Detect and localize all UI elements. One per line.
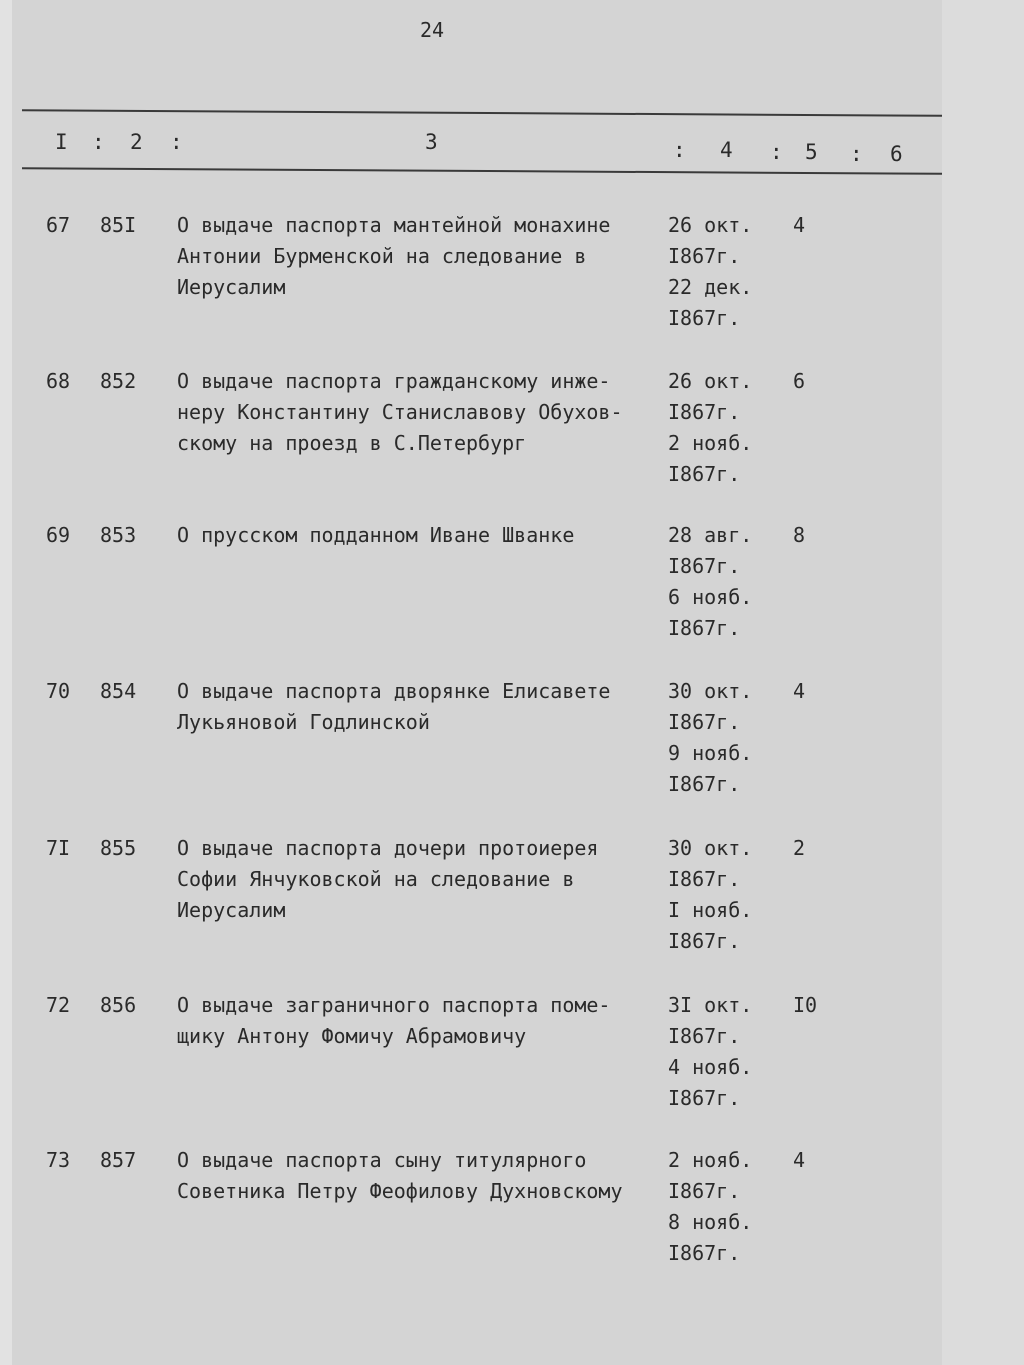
item-dates <box>668 676 752 800</box>
header-sep: : <box>770 140 783 164</box>
date-line: 26 окт. <box>668 369 753 393</box>
item-title <box>177 676 657 738</box>
title-line: Иерусалим <box>177 898 286 922</box>
item-title <box>177 990 657 1052</box>
date-line: I867г. <box>668 1024 741 1048</box>
date-line: I867г. <box>668 1241 741 1265</box>
item-dates <box>668 1145 752 1269</box>
item-number: 67 <box>46 213 71 237</box>
header-sep: : <box>850 142 863 166</box>
date-line: 3I окт. <box>668 993 753 1017</box>
item-dates <box>668 833 752 957</box>
date-line: 28 авг. <box>668 523 753 547</box>
date-line: 30 окт. <box>668 679 753 703</box>
date-line: 2 нояб. <box>668 431 753 455</box>
header-col3: 3 <box>425 130 438 154</box>
item-number: 69 <box>46 523 71 547</box>
item-title <box>177 366 657 459</box>
date-line: I867г. <box>668 400 741 424</box>
file-number: 852 <box>100 369 137 393</box>
date-line: 6 нояб. <box>668 585 753 609</box>
file-number: 856 <box>100 993 137 1017</box>
title-line: Советника Петру Феофилову Духновскому <box>177 1179 623 1203</box>
item-number: 68 <box>46 369 71 393</box>
date-line: I867г. <box>668 616 741 640</box>
title-line: О выдаче паспорта мантейной монахине <box>177 213 611 237</box>
item-dates <box>668 210 752 334</box>
date-line: 30 окт. <box>668 836 753 860</box>
header-col6: 6 <box>890 142 903 166</box>
date-line: I867г. <box>668 244 741 268</box>
date-line: I867г. <box>668 462 741 486</box>
title-line: неру Константину Станиславову Обухов- <box>177 400 623 424</box>
date-line: I867г. <box>668 772 741 796</box>
date-line: 4 нояб. <box>668 1055 753 1079</box>
date-line: I867г. <box>668 1179 741 1203</box>
file-number: 85I <box>100 213 137 237</box>
date-line: 26 окт. <box>668 213 753 237</box>
title-line: Антонии Бурменской на следование в <box>177 244 587 268</box>
item-title <box>177 1145 657 1207</box>
item-title <box>177 833 657 926</box>
header-col1: I <box>55 130 68 154</box>
title-line: скому на проезд в С.Петербург <box>177 431 527 455</box>
header-col4: 4 <box>720 138 733 162</box>
header-sep: : <box>170 130 183 154</box>
file-number: 854 <box>100 679 137 703</box>
date-line: I867г. <box>668 1086 741 1110</box>
date-line: 2 нояб. <box>668 1148 753 1172</box>
date-line: I867г. <box>668 710 741 734</box>
date-line: I867г. <box>668 867 741 891</box>
page-margin <box>942 0 1024 1365</box>
item-number: 72 <box>46 993 71 1017</box>
title-line: О выдаче паспорта дочери протоиерея <box>177 836 599 860</box>
title-line: О выдаче паспорта гражданскому инже- <box>177 369 611 393</box>
header-col2: 2 <box>130 130 143 154</box>
sheet-count: 4 <box>793 679 806 703</box>
title-line: О выдаче паспорта дворянке Елисавете <box>177 679 611 703</box>
date-line: I867г. <box>668 306 741 330</box>
title-line: щику Антону Фомичу Абрамовичу <box>177 1024 527 1048</box>
item-dates <box>668 520 752 644</box>
sheet-count: 6 <box>793 369 806 393</box>
sheet-count: 8 <box>793 523 806 547</box>
date-line: I867г. <box>668 554 741 578</box>
title-line: Софии Янчуковской на следование в <box>177 867 575 891</box>
item-title <box>177 210 657 303</box>
title-line: О выдаче паспорта сыну титулярного <box>177 1148 587 1172</box>
header-col5: 5 <box>805 140 818 164</box>
item-number: 73 <box>46 1148 71 1172</box>
date-line: 9 нояб. <box>668 741 753 765</box>
title-line: О выдаче заграничного паспорта поме- <box>177 993 611 1017</box>
date-line: 8 нояб. <box>668 1210 753 1234</box>
item-title <box>177 520 657 551</box>
sheet-count: I0 <box>793 993 818 1017</box>
item-dates <box>668 366 752 490</box>
date-line: I нояб. <box>668 898 753 922</box>
header-sep: : <box>673 138 686 162</box>
title-line: Иерусалим <box>177 275 286 299</box>
page-number: 24 <box>420 18 445 42</box>
sheet-count: 4 <box>793 1148 806 1172</box>
sheet-count: 4 <box>793 213 806 237</box>
date-line: 22 дек. <box>668 275 753 299</box>
date-line: I867г. <box>668 929 741 953</box>
header-sep: : <box>92 130 105 154</box>
file-number: 853 <box>100 523 137 547</box>
title-line: Лукьяновой Годлинской <box>177 710 430 734</box>
item-number: 70 <box>46 679 71 703</box>
item-dates <box>668 990 752 1114</box>
title-line: О прусском подданном Иване Шванке <box>177 523 575 547</box>
sheet-count: 2 <box>793 836 806 860</box>
file-number: 857 <box>100 1148 137 1172</box>
item-number: 7I <box>46 836 71 860</box>
file-number: 855 <box>100 836 137 860</box>
